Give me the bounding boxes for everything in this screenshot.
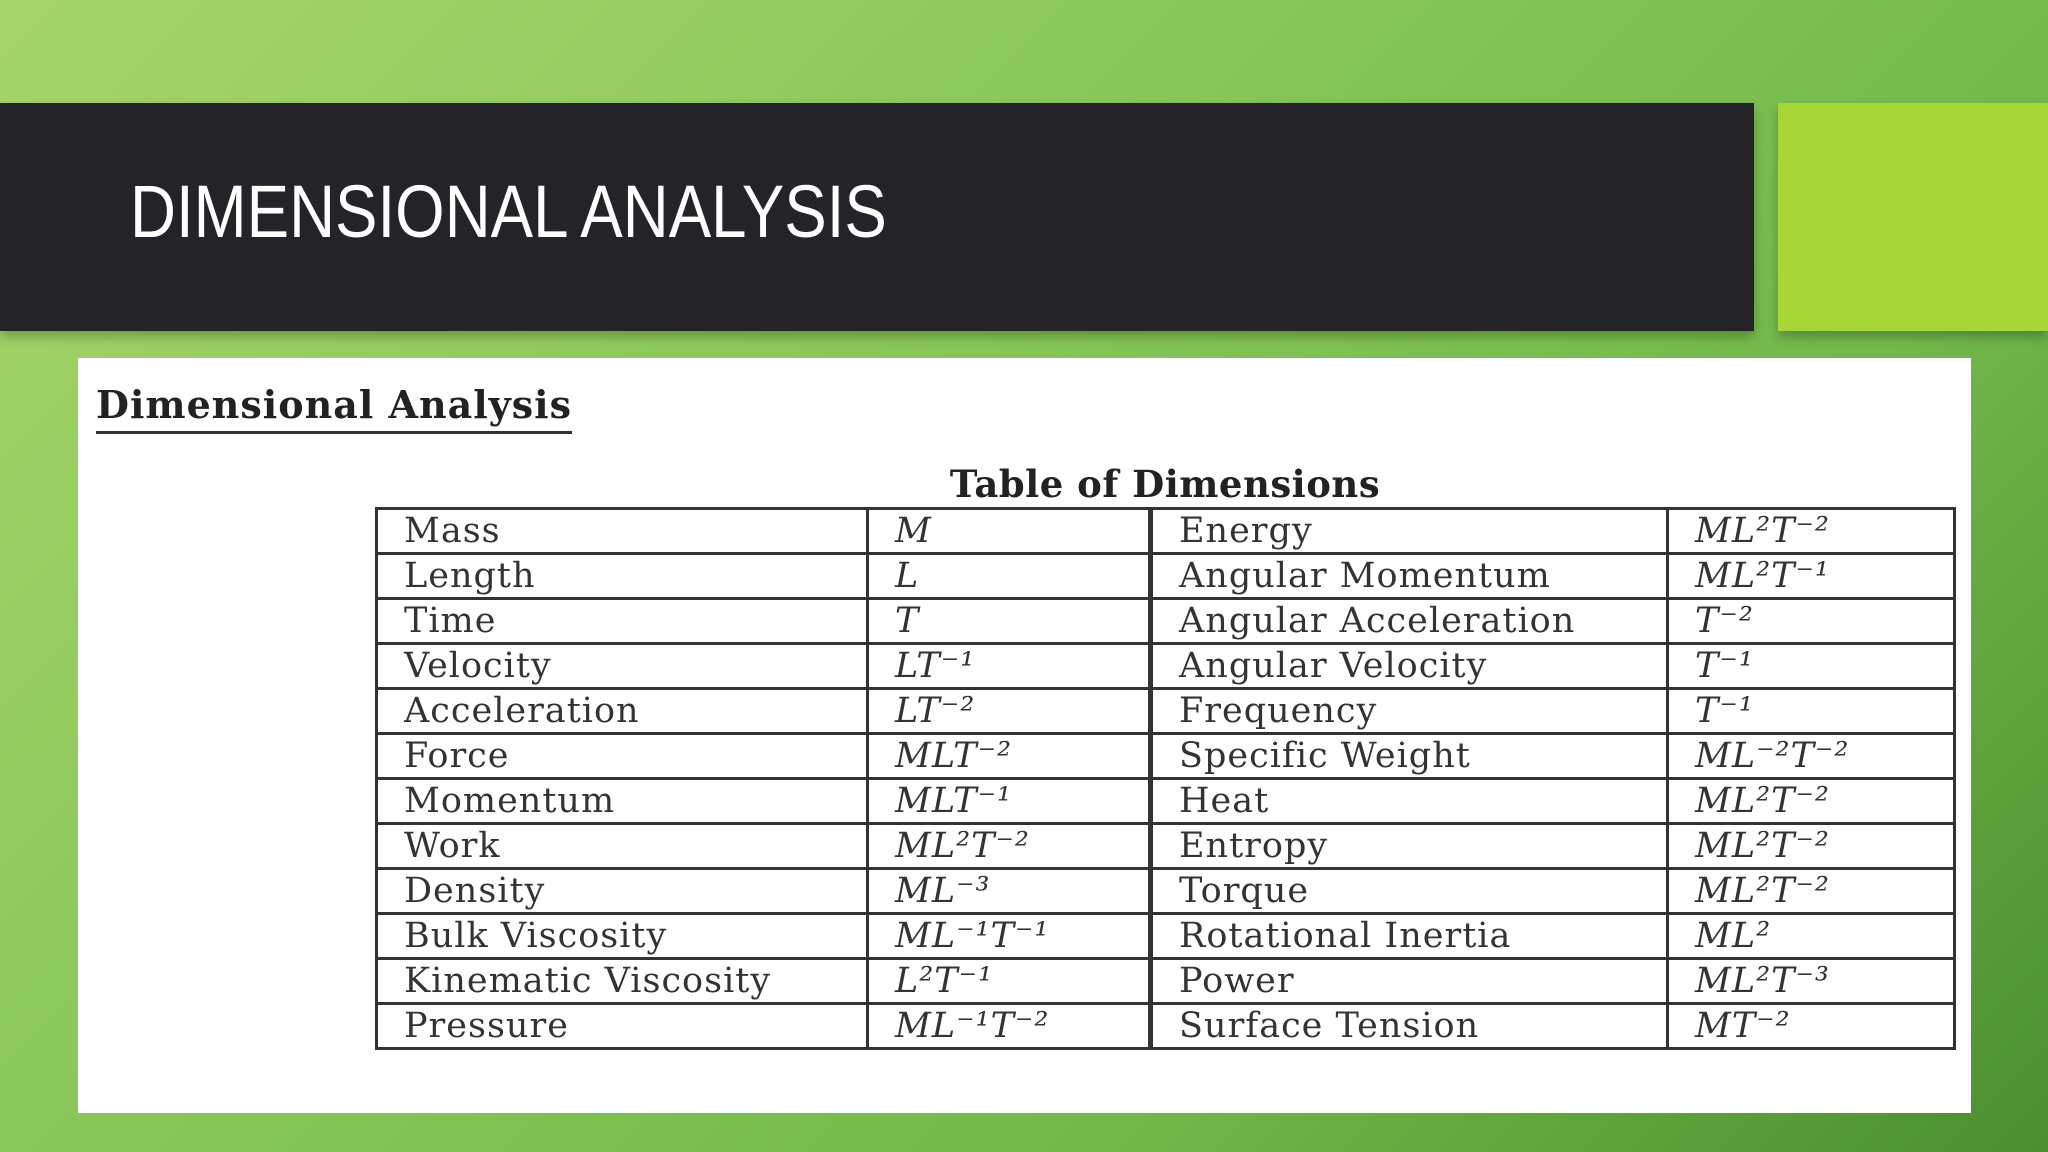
table-row [377, 509, 1955, 554]
quantity-cell: Density [377, 869, 868, 914]
dimension-cell: L [868, 554, 1151, 599]
dimension-cell: ML⁻¹T⁻¹ [868, 914, 1151, 959]
quantity-cell: Surface Tension [1151, 1004, 1668, 1049]
quantity-cell: Angular Momentum [1151, 554, 1668, 599]
dimension-cell: MLT⁻² [868, 734, 1151, 779]
table-row [377, 959, 1955, 1004]
document-heading: Dimensional Analysis [96, 382, 572, 434]
table-row [377, 824, 1955, 869]
slide-title: DIMENSIONAL ANALYSIS [130, 170, 887, 253]
quantity-cell: Acceleration [377, 689, 868, 734]
quantity-cell: Bulk Viscosity [377, 914, 868, 959]
title-bar [0, 103, 1754, 331]
dimension-cell: T⁻¹ [1668, 644, 1955, 689]
quantity-cell: Time [377, 599, 868, 644]
quantity-cell: Rotational Inertia [1151, 914, 1668, 959]
quantity-cell: Torque [1151, 869, 1668, 914]
dimension-cell: L²T⁻¹ [868, 959, 1151, 1004]
dimension-cell: LT⁻¹ [868, 644, 1151, 689]
dimension-cell: T⁻¹ [1668, 689, 1955, 734]
dimensions-table-image [78, 358, 1971, 1113]
dimensions-table [375, 507, 1956, 1050]
table-row [377, 1004, 1955, 1049]
quantity-cell: Mass [377, 509, 868, 554]
dimension-cell: ML⁻³ [868, 869, 1151, 914]
dimension-cell: ML²T⁻¹ [1668, 554, 1955, 599]
quantity-cell: Length [377, 554, 868, 599]
quantity-cell: Specific Weight [1151, 734, 1668, 779]
accent-square [1778, 103, 2048, 331]
dimension-cell: ML²T⁻² [868, 824, 1151, 869]
quantity-cell: Power [1151, 959, 1668, 1004]
quantity-cell: Momentum [377, 779, 868, 824]
table-row [377, 554, 1955, 599]
dimension-cell: ML²T⁻² [1668, 779, 1955, 824]
quantity-cell: Work [377, 824, 868, 869]
dimension-cell: LT⁻² [868, 689, 1151, 734]
quantity-cell: Entropy [1151, 824, 1668, 869]
dimension-cell: MLT⁻¹ [868, 779, 1151, 824]
table-row [377, 734, 1955, 779]
quantity-cell: Energy [1151, 509, 1668, 554]
dimension-cell: T [868, 599, 1151, 644]
quantity-cell: Angular Acceleration [1151, 599, 1668, 644]
dimension-cell: ML²T⁻² [1668, 869, 1955, 914]
table-row [377, 689, 1955, 734]
table-row [377, 869, 1955, 914]
dimension-cell: M [868, 509, 1151, 554]
dimension-cell: ML⁻¹T⁻² [868, 1004, 1151, 1049]
dimension-cell: ML²T⁻² [1668, 824, 1955, 869]
table-row [377, 599, 1955, 644]
dimension-cell: T⁻² [1668, 599, 1955, 644]
quantity-cell: Kinematic Viscosity [377, 959, 868, 1004]
quantity-cell: Velocity [377, 644, 868, 689]
quantity-cell: Pressure [377, 1004, 868, 1049]
quantity-cell: Angular Velocity [1151, 644, 1668, 689]
dimension-cell: ML⁻²T⁻² [1668, 734, 1955, 779]
quantity-cell: Heat [1151, 779, 1668, 824]
dimension-cell: ML²T⁻² [1668, 509, 1955, 554]
table-row [377, 644, 1955, 689]
quantity-cell: Frequency [1151, 689, 1668, 734]
table-row [377, 914, 1955, 959]
table-row [377, 779, 1955, 824]
dimension-cell: MT⁻² [1668, 1004, 1955, 1049]
dimension-cell: ML² [1668, 914, 1955, 959]
table-caption: Table of Dimensions [949, 462, 1381, 506]
quantity-cell: Force [377, 734, 868, 779]
dimension-cell: ML²T⁻³ [1668, 959, 1955, 1004]
